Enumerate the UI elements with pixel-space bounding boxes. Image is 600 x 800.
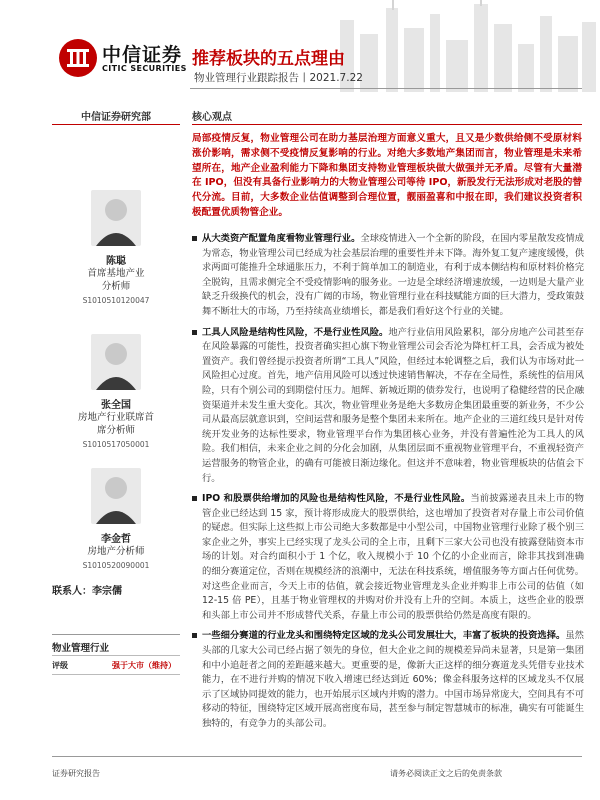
- bullet-body: 全球疫情进入一个全新的阶段，在国内零星散发疫情成为常态，物业管理公司已经成为社会基层治理的重要性并未下降。海外复工复产速度缓慢，供求两面可能推升全球通胀压力，不利于简单加工的制造业，有利于成本侧结构和原材料价格完全脱钩，且需求侧完全不受疫情影响的服务业。一边是全球经济增速放缓，一边则是大量产业缺乏升级换代的机会，没有广阔的市场，物业管理行业在科技赋能方面的巨大潜力，受政策鼓舞不断壮大的市场，乃至持续高业绩增长，都是我们看好这个行业的关键。: [202, 233, 584, 317]
- rating-label: 评级: [52, 661, 68, 670]
- analyst-photo: [91, 334, 141, 390]
- brand-name-cn: 中信证券: [102, 44, 183, 66]
- core-views-summary: 局部疫情反复，物业管理公司在助力基层治理方面意义重大，且又是少数供给侧不受原材料涨价影响，需求侧不受疫情反复影响的行业。对绝大多数地产集团而言，物业管理是未来希望所在，地产企业盈利能力下降和集团支持物业管理板块做大做强并无矛盾。尽管有大量潜在 IPO，但没有具备行业影响力的大物业管理公司等待 IPO，新股发行无法形成对老股的替代分流。目前，大多数企业估值调整到合理位置，靓丽盈喜和中报在即，我们建议投资者积极配置优质物管企业。: [192, 133, 582, 218]
- bullet-item: [192, 232, 584, 320]
- analyst-role: 房地产分析师: [87, 546, 145, 557]
- bullet-lead: 从大类资产配置角度看物业管理行业。: [202, 233, 361, 244]
- analyst-license-id: S1010520090001: [82, 561, 150, 570]
- header-divider: [190, 88, 582, 89]
- rating-value: 强于大市（维持）: [112, 661, 176, 670]
- analyst-role: 分析师: [101, 281, 131, 292]
- analyst-card: [52, 468, 180, 570]
- analyst-photo: [91, 468, 141, 524]
- analyst-card: [52, 334, 180, 449]
- industry-box-title: 物业管理行业: [52, 643, 110, 654]
- bullet-body: 虽然头部的几家大公司已经占据了领先的身位，但大企业之间的规模差异尚未显著，只是第一集团和中小追赶者之间的差距越来越大。更重要的是，像新大正这样的细分赛道龙头凭借专业技术能力，在不进行并购的情况下收入增速已经达到近 60%；像金科服务这样的区域龙头不仅展示了区域协同提效的能力，也开始展示区域内并购的潜力。中国市场异常庞大，空间具有不可移动的特征，围绕特定区域开展高密度布局，甚至参与制定智慧城市的标准，确实有可能诞生独特的，有竞争力的头部公司。: [202, 630, 584, 729]
- research-dept-title: 中信证券研究部: [81, 112, 151, 123]
- contact-name: 李宗儒: [92, 586, 122, 597]
- contact-line: [52, 582, 122, 597]
- bullet-list: [192, 232, 584, 738]
- analyst-name: 陈聪: [106, 256, 126, 267]
- bullet-square-icon: [192, 496, 197, 501]
- left-header-divider: [52, 124, 180, 125]
- bullet-square-icon: [192, 633, 197, 638]
- footer-disclaimer: 请务必阅读正文之后的免责条款: [390, 769, 502, 778]
- analyst-role: 房地产行业联席首: [77, 412, 154, 423]
- industry-box-top-rule: [52, 634, 180, 635]
- citic-logo-icon: [58, 38, 98, 78]
- bullet-lead: 工具人风险是结构性风险，不是行业性风险。: [202, 326, 389, 338]
- analyst-card: [52, 190, 180, 305]
- analyst-photo: [91, 190, 141, 246]
- report-title: 推荐板块的五点理由: [192, 49, 345, 69]
- bullet-lead: 一些细分赛道的行业龙头和围绕特定区域的龙头公司发展壮大，丰富了板块的投资选择。: [202, 630, 566, 642]
- analyst-name: 李金哲: [101, 534, 131, 545]
- report-subtitle: 物业管理行业跟踪报告丨2021.7.22: [194, 72, 363, 84]
- analyst-license-id: S1010517050001: [82, 440, 150, 449]
- analyst-license-id: S1010510120047: [82, 296, 150, 305]
- analyst-name: 张全国: [101, 400, 131, 411]
- footer-report-type: 证券研究报告: [52, 769, 100, 778]
- bullet-square-icon: [192, 236, 197, 241]
- main-header-divider: [192, 124, 582, 125]
- analyst-role: 席分析师: [96, 425, 135, 436]
- analyst-role: 首席基地产业: [87, 268, 145, 279]
- bullet-item: [192, 326, 584, 487]
- bullet-item: [192, 629, 584, 731]
- bullet-square-icon: [192, 330, 197, 335]
- footer-divider: [52, 756, 582, 757]
- bullet-lead: IPO 和股票供给增加的风险也是结构性风险，不是行业性风险。: [202, 493, 471, 505]
- core-views-title: 核心观点: [192, 112, 232, 123]
- bullet-item: [192, 492, 584, 623]
- brand-name-en: CITIC SECURITIES: [102, 64, 187, 73]
- report-header: [0, 0, 600, 92]
- industry-box-mid-rule: [52, 655, 180, 656]
- industry-box-bottom-rule: [52, 674, 180, 675]
- bullet-body: 地产行业信用风险累积，部分房地产公司甚至存在风险暴露的可能性，投资者确实担心旗下物业管理公司会否沦为降杠杆工具，会否成为被处置资产。我们曾经提示投资者所谓“工具人”风险，但经过本轮调整之后，我们认为市场对此一风险担心过度。首先，地产信用风险可以透过快速销售解决，不存在全局性，系统性的信用风险，只有个别公司的到期偿付压力。旭辉、新城近期的债券发行，也说明了稳健经营的民企融资渠道并未发生重大变化。其次，物业管理业务是绝大多数房企集团最重要的新业务，不少公司从最高层就意识到，空间运营和服务是整个集团未来所在。地产企业的三道红线只是针对传统开发业务的达标性要求，物业管理平台作为集团核心业务，并没有普遍性沦为工具人的风险。我们相信，未来企业之间的分化会加剧，从集团层面不重视物业管理平台，不重视轻资产运营服务的物管企业，的确有可能被日渐边缘化。但这并不意味着，物业管理板块的估值会下行。: [202, 326, 584, 484]
- bullet-body: 当前披露递表且未上市的物管企业已经达到 15 家，预计将形成庞大的股票供给，这也增加了投资者对存量上市公司价值的疑虑。但实际上这些拟上市公司绝大多数都是中小型公司，中国物业管理行业除了极个别三家企业之外，事实上已经实现了龙头公司的全上市，且剩下三家大公司也没有披露登陆资本市场的计划。对合约面积小于 1 个亿，收入规模小于 10 个亿的小企业而言，除非其找到准确的细分赛道定位，否则在规模经济的浪潮中，无法在科技系统，增值服务等方面占任何优势。对这些企业而言，今天上市的估值，就会接近物业管理龙头企业并购非上市公司的估值（如 12-15 倍 PE），且基于物业管理权的并购对价并没有上升的空间。本质上，这些企业的股票和头部上市公司并不形成替代关系，存量上市公司的股票供给仍然是高度有限的。: [202, 493, 584, 621]
- contact-label: 联系人：: [52, 586, 92, 597]
